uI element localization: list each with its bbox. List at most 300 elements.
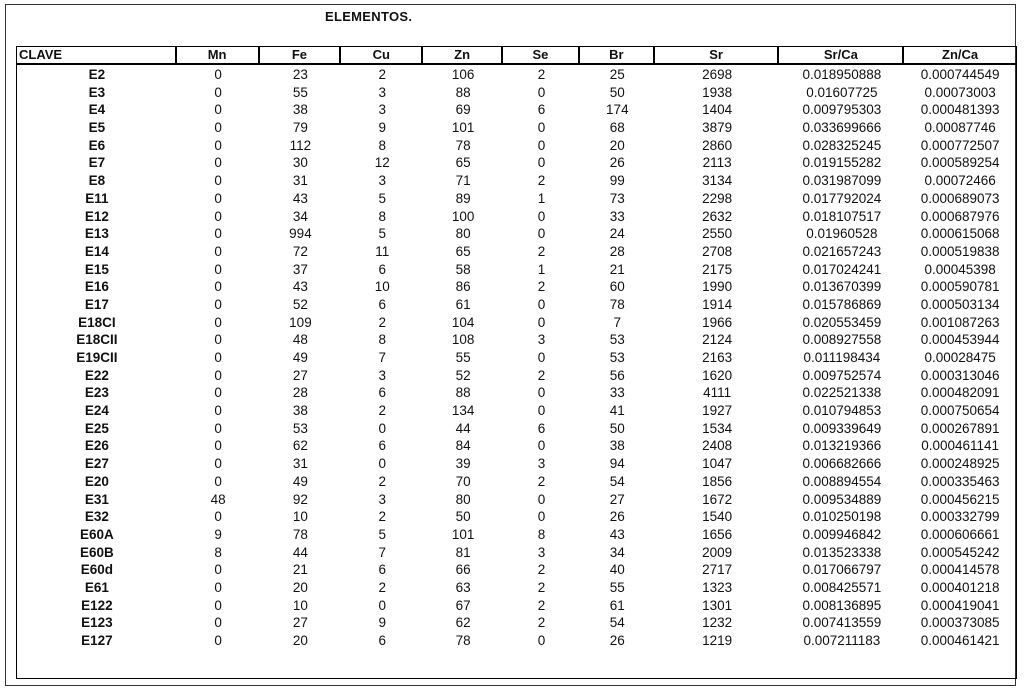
cell-se: 3 (537, 332, 546, 348)
cell-sr-ca: 0.010794853 (802, 403, 882, 419)
table-row (17, 561, 1016, 579)
cell-clave: E19CII (76, 350, 118, 365)
cell-zn-ca: 0.000482091 (920, 385, 1000, 401)
cell-mn: 0 (214, 403, 222, 419)
cell-cu: 9 (378, 615, 387, 631)
cell-zn: 101 (451, 120, 475, 136)
cell-se: 0 (537, 155, 546, 171)
table-row (17, 243, 1016, 261)
cell-sr: 1620 (702, 367, 733, 383)
cell-cu: 6 (378, 438, 387, 454)
cell-clave: E20 (84, 473, 109, 489)
cell-clave: E31 (84, 491, 109, 507)
cell-sr-ca: 0.010250198 (802, 509, 882, 525)
cell-br: 24 (609, 226, 625, 242)
cell-zn-ca: 0.00073003 (924, 84, 996, 100)
cell-clave: E7 (88, 155, 106, 171)
cell-fe: 10 (292, 509, 308, 525)
cell-zn-ca: 0.000414578 (920, 562, 1000, 578)
cell-se: 2 (537, 615, 546, 631)
cell-zn-ca: 0.000606661 (920, 526, 1000, 542)
cell-zn-ca: 0.000461141 (921, 438, 1000, 454)
cell-clave: E26 (84, 438, 109, 454)
cell-cu: 5 (378, 190, 387, 206)
cell-mn: 0 (214, 155, 222, 171)
cell-cu: 7 (378, 544, 387, 560)
cell-sr-ca: 0.006682666 (802, 456, 882, 472)
cell-sr: 1534 (702, 420, 733, 436)
cell-br: 60 (609, 279, 625, 295)
cell-zn: 88 (455, 84, 471, 100)
cell-fe: 112 (289, 137, 312, 153)
cell-zn-ca: 0.000615068 (920, 226, 1000, 242)
cell-mn: 0 (214, 296, 222, 312)
cell-sr: 1656 (702, 526, 733, 542)
table-row (17, 437, 1016, 455)
cell-fe: 20 (292, 579, 308, 595)
cell-br: 50 (609, 84, 625, 100)
cell-zn-ca: 0.000335463 (920, 473, 1000, 489)
table-header (17, 47, 1016, 65)
cell-sr-ca: 0.018950888 (802, 67, 882, 82)
cell-zn: 134 (451, 403, 475, 419)
cell-sr-ca: 0.013670399 (802, 279, 882, 295)
cell-fe: 10 (292, 597, 308, 613)
cell-sr-ca: 0.019155282 (802, 155, 882, 171)
cell-fe: 21 (292, 562, 308, 578)
cell-zn-ca: 0.000589254 (920, 155, 1000, 171)
cell-zn-ca: 0.000332799 (920, 509, 1000, 525)
cell-zn-ca: 0.000419041 (920, 597, 1000, 613)
header-zn-ca: Zn/Ca (942, 47, 979, 62)
cell-se: 2 (537, 562, 546, 578)
cell-sr-ca: 0.009795303 (802, 102, 882, 118)
cell-zn: 52 (455, 367, 471, 383)
cell-se: 8 (537, 526, 546, 542)
cell-cu: 0 (378, 456, 387, 472)
cell-cu: 8 (378, 137, 387, 153)
cell-se: 0 (537, 403, 546, 419)
cell-fe: 48 (292, 332, 308, 348)
cell-se: 0 (537, 385, 546, 401)
cell-br: 78 (609, 296, 625, 312)
cell-se: 2 (537, 173, 546, 189)
cell-sr-ca: 0.009946842 (802, 526, 882, 542)
cell-clave: E60d (80, 562, 113, 578)
cell-fe: 31 (292, 173, 308, 189)
cell-zn: 84 (455, 438, 471, 454)
cell-zn-ca: 0.001087263 (920, 314, 1000, 330)
cell-se: 3 (537, 544, 546, 560)
cell-cu: 0 (378, 597, 387, 613)
cell-mn: 0 (214, 279, 222, 295)
cell-sr: 1232 (702, 615, 733, 631)
cell-cu: 2 (378, 509, 387, 525)
cell-zn-ca: 0.000456215 (920, 491, 1000, 507)
cell-cu: 6 (378, 633, 387, 648)
cell-fe: 31 (292, 456, 308, 472)
cell-br: 26 (609, 633, 625, 648)
cell-clave: E13 (84, 226, 109, 242)
table-row (17, 119, 1016, 137)
cell-sr: 2009 (702, 544, 733, 560)
cell-fe: 79 (292, 120, 308, 136)
cell-sr-ca: 0.008894554 (802, 473, 882, 489)
cell-br: 94 (609, 456, 625, 472)
cell-sr: 4111 (703, 385, 732, 401)
cell-zn-ca: 0.000750654 (920, 403, 1000, 419)
cell-zn: 106 (451, 67, 475, 82)
table-row (17, 508, 1016, 526)
cell-cu: 6 (378, 385, 387, 401)
cell-se: 0 (537, 226, 546, 242)
cell-sr: 1219 (702, 633, 733, 648)
cell-cu: 2 (378, 314, 387, 330)
cell-sr-ca: 0.020553459 (802, 314, 882, 330)
cell-zn: 66 (455, 562, 471, 578)
cell-zn-ca: 0.000503134 (920, 296, 1000, 312)
cell-br: 26 (609, 509, 625, 525)
cell-sr: 2632 (702, 208, 733, 224)
cell-se: 2 (537, 279, 546, 295)
cell-fe: 92 (292, 491, 308, 507)
cell-sr-ca: 0.013219366 (802, 438, 882, 454)
cell-mn: 0 (214, 190, 222, 206)
cell-zn-ca: 0.000401218 (920, 579, 1000, 595)
cell-fe: 34 (292, 208, 308, 224)
cell-br: 38 (609, 438, 625, 454)
cell-cu: 3 (378, 491, 387, 507)
document-title: ELEMENTOS. (325, 9, 413, 24)
cell-br: 99 (609, 173, 625, 189)
cell-zn-ca: 0.000545242 (920, 544, 1000, 560)
cell-zn-ca: 0.000689073 (920, 190, 1000, 206)
cell-clave: E16 (84, 279, 109, 295)
cell-clave: E22 (84, 367, 109, 383)
cell-clave: E25 (84, 420, 109, 436)
cell-fe: 38 (292, 102, 308, 118)
cell-sr-ca: 0.009752574 (802, 367, 882, 383)
cell-fe: 43 (292, 279, 308, 295)
cell-fe: 62 (292, 438, 308, 454)
cell-sr-ca: 0.007413559 (802, 615, 882, 631)
cell-clave: E6 (88, 137, 106, 153)
cell-br: 41 (609, 403, 625, 419)
cell-sr: 1047 (702, 456, 733, 472)
cell-br: 73 (609, 190, 625, 206)
cell-se: 0 (537, 296, 546, 312)
cell-mn: 0 (214, 332, 222, 348)
cell-clave: E8 (88, 173, 106, 189)
cell-mn: 0 (214, 314, 222, 330)
cell-zn-ca: 0.00045398 (924, 261, 996, 277)
cell-se: 0 (537, 120, 546, 136)
table-row (17, 473, 1016, 491)
cell-br: 56 (609, 367, 625, 383)
cell-cu: 3 (378, 102, 387, 118)
cell-zn-ca: 0.000481393 (920, 102, 1000, 118)
cell-br: 68 (609, 120, 625, 136)
cell-zn-ca: 0.000772507 (920, 137, 1000, 153)
table-row (17, 261, 1016, 279)
cell-sr: 1301 (702, 597, 733, 613)
cell-mn: 0 (214, 243, 222, 259)
table-row (17, 101, 1016, 119)
cell-fe: 28 (292, 385, 308, 401)
cell-clave: E23 (84, 385, 109, 401)
cell-zn: 81 (455, 544, 471, 560)
header-mn: Mn (177, 47, 260, 63)
table-row (17, 154, 1016, 172)
cell-mn: 0 (214, 367, 222, 383)
table-row (17, 597, 1016, 615)
cell-cu: 3 (378, 173, 387, 189)
cell-mn: 0 (214, 579, 222, 595)
cell-se: 3 (537, 456, 546, 472)
cell-fe: 27 (292, 367, 308, 383)
cell-zn: 65 (455, 155, 471, 171)
cell-fe: 20 (292, 633, 308, 648)
cell-br: 54 (609, 615, 625, 631)
cell-fe: 55 (292, 84, 308, 100)
cell-br: 33 (609, 208, 625, 224)
cell-zn-ca: 0.00028475 (924, 350, 996, 365)
cell-zn-ca: 0.000519838 (920, 243, 1000, 259)
cell-mn: 0 (214, 509, 222, 525)
cell-zn-ca: 0.000453944 (920, 332, 1000, 348)
cell-zn-ca: 0.000248925 (920, 456, 1000, 472)
cell-mn: 0 (214, 120, 222, 136)
cell-sr: 1323 (702, 579, 733, 595)
cell-fe: 994 (289, 226, 312, 242)
cell-clave: E5 (88, 120, 106, 136)
cell-br: 55 (609, 579, 625, 595)
cell-br: 40 (609, 562, 625, 578)
table-row (17, 491, 1016, 509)
cell-sr-ca: 0.01960528 (806, 226, 878, 242)
cell-clave: E127 (81, 633, 113, 648)
cell-sr-ca: 0.008927558 (802, 332, 882, 348)
cell-clave: E15 (84, 261, 109, 277)
cell-clave: E122 (81, 597, 113, 613)
table-row (17, 296, 1016, 314)
cell-se: 0 (537, 350, 546, 365)
cell-zn: 69 (455, 102, 471, 118)
cell-sr: 1672 (702, 491, 733, 507)
cell-zn: 78 (455, 633, 471, 648)
table-row (17, 579, 1016, 597)
cell-clave: E12 (84, 208, 109, 224)
cell-fe: 52 (292, 296, 308, 312)
cell-sr-ca: 0.008136895 (802, 597, 882, 613)
cell-zn-ca: 0.000687976 (920, 208, 1000, 224)
cell-zn-ca: 0.000744549 (920, 67, 1000, 82)
table-row (17, 331, 1016, 349)
cell-mn: 0 (214, 438, 222, 454)
cell-fe: 49 (292, 473, 308, 489)
cell-sr: 1856 (702, 473, 733, 489)
cell-fe: 38 (292, 403, 308, 419)
cell-sr: 2550 (702, 226, 733, 242)
header-fe: Fe (260, 47, 342, 63)
cell-cu: 2 (378, 403, 387, 419)
cell-sr: 1540 (702, 509, 733, 525)
cell-sr: 2113 (702, 155, 732, 171)
cell-se: 0 (537, 491, 546, 507)
cell-se: 2 (537, 243, 546, 259)
cell-cu: 6 (378, 562, 387, 578)
table-row (17, 225, 1016, 243)
cell-mn: 48 (210, 491, 226, 507)
cell-sr: 2860 (702, 137, 733, 153)
cell-zn: 61 (455, 296, 471, 312)
cell-clave: E27 (84, 456, 109, 472)
cell-cu: 2 (378, 473, 387, 489)
cell-zn-ca: 0.000267891 (920, 420, 1000, 436)
cell-clave: E18CI (78, 314, 116, 330)
cell-sr: 1990 (702, 279, 733, 295)
header-zn: Zn (423, 47, 503, 63)
cell-zn: 101 (451, 526, 475, 542)
header-sr: Sr (655, 47, 780, 63)
cell-cu: 3 (378, 367, 387, 383)
cell-sr: 1927 (702, 403, 733, 419)
cell-sr: 2698 (702, 67, 733, 82)
header-clave: CLAVE (17, 47, 177, 63)
cell-se: 0 (537, 509, 546, 525)
cell-zn: 55 (455, 350, 471, 365)
cell-zn: 67 (455, 597, 471, 613)
cell-cu: 8 (378, 332, 387, 348)
cell-clave: E14 (84, 243, 109, 259)
table-row (17, 384, 1016, 402)
cell-se: 0 (537, 438, 546, 454)
cell-zn-ca: 0.000461421 (920, 633, 1000, 648)
cell-cu: 3 (378, 84, 387, 100)
cell-cu: 0 (378, 420, 387, 436)
cell-cu: 2 (378, 67, 387, 82)
cell-sr-ca: 0.022521338 (802, 385, 882, 401)
cell-clave: E24 (84, 403, 109, 419)
cell-mn: 0 (214, 84, 222, 100)
cell-zn: 78 (455, 137, 471, 153)
cell-zn: 86 (455, 279, 471, 295)
cell-fe: 44 (292, 544, 308, 560)
cell-se: 0 (537, 208, 546, 224)
table-row (17, 632, 1016, 650)
cell-clave: E123 (81, 615, 113, 631)
table-body (17, 65, 1016, 650)
cell-mn: 0 (214, 173, 222, 189)
cell-se: 0 (537, 633, 546, 648)
cell-sr-ca: 0.01607725 (806, 84, 878, 100)
cell-zn: 108 (451, 332, 475, 348)
cell-br: 43 (609, 526, 625, 542)
table-row (17, 137, 1016, 155)
table-row (17, 190, 1016, 208)
cell-se: 0 (537, 137, 546, 153)
cell-se: 0 (537, 314, 546, 330)
cell-sr: 3879 (702, 120, 733, 136)
cell-sr: 2408 (702, 438, 733, 454)
cell-clave: E60B (79, 544, 114, 560)
cell-se: 6 (537, 102, 546, 118)
cell-br: 34 (609, 544, 625, 560)
cell-zn: 70 (455, 473, 471, 489)
cell-zn: 88 (455, 385, 471, 401)
cell-sr-ca: 0.033699666 (802, 120, 882, 136)
cell-sr-ca: 0.015786869 (802, 296, 882, 312)
cell-fe: 23 (292, 67, 308, 82)
cell-se: 2 (537, 597, 546, 613)
cell-br: 7 (613, 314, 622, 330)
cell-cu: 5 (378, 526, 387, 542)
cell-fe: 109 (289, 314, 312, 330)
cell-sr: 1966 (702, 314, 733, 330)
cell-br: 25 (609, 67, 625, 82)
cell-sr: 2717 (702, 562, 733, 578)
cell-clave: E2 (88, 67, 106, 82)
table-row (17, 544, 1016, 562)
cell-clave: E17 (84, 296, 109, 312)
table-row (17, 526, 1016, 544)
cell-sr-ca: 0.013523338 (802, 544, 882, 560)
cell-zn: 62 (455, 615, 471, 631)
table-row (17, 349, 1016, 367)
table-row (17, 66, 1016, 84)
cell-mn: 0 (214, 615, 222, 631)
cell-zn-ca: 0.000373085 (920, 615, 1000, 631)
table-row (17, 367, 1016, 385)
cell-mn: 0 (214, 137, 222, 153)
cell-mn: 0 (214, 456, 222, 472)
table-row (17, 420, 1016, 438)
cell-mn: 0 (214, 102, 222, 118)
cell-cu: 7 (378, 350, 387, 365)
header-se: Se (503, 47, 580, 63)
cell-cu: 12 (374, 155, 390, 171)
cell-cu: 8 (378, 208, 387, 224)
cell-mn: 0 (214, 633, 222, 648)
cell-mn: 0 (214, 226, 222, 242)
cell-mn: 0 (214, 385, 222, 401)
table-row (17, 208, 1016, 226)
cell-br: 61 (609, 597, 625, 613)
header-cu: Cu (341, 47, 423, 63)
cell-zn: 63 (455, 579, 471, 595)
cell-sr: 2708 (702, 243, 733, 259)
cell-sr-ca: 0.021657243 (802, 243, 882, 259)
cell-zn-ca: 0.00087746 (924, 120, 996, 136)
cell-mn: 0 (214, 208, 222, 224)
cell-clave: E18CII (76, 332, 118, 348)
cell-sr: 2163 (702, 350, 733, 365)
cell-se: 2 (537, 67, 546, 82)
table-row (17, 402, 1016, 420)
cell-sr-ca: 0.018107517 (802, 208, 882, 224)
cell-br: 26 (609, 155, 625, 171)
cell-br: 53 (609, 332, 625, 348)
cell-se: 2 (537, 367, 546, 383)
cell-cu: 10 (374, 279, 390, 295)
cell-zn: 58 (455, 261, 471, 277)
cell-zn: 39 (455, 456, 471, 472)
cell-cu: 6 (378, 261, 387, 277)
cell-sr-ca: 0.009339649 (802, 420, 882, 436)
cell-cu: 6 (378, 296, 387, 312)
cell-clave: E3 (88, 84, 106, 100)
cell-zn: 80 (455, 491, 471, 507)
